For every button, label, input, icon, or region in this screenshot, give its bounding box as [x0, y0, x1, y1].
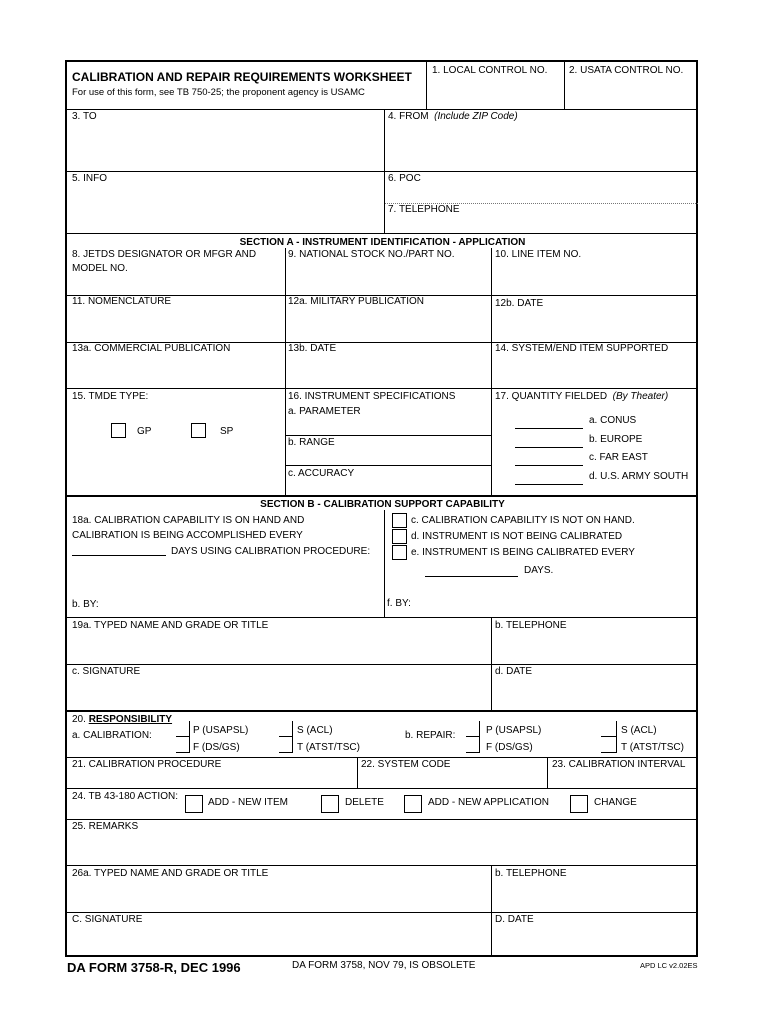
add-item-label: ADD - NEW ITEM	[208, 797, 288, 808]
rule	[357, 757, 358, 788]
rule	[67, 233, 698, 234]
accuracy-label: c. ACCURACY	[288, 468, 355, 479]
quantity-text: 17. QUANTITY FIELDED	[495, 391, 608, 402]
poc-label: 6. POC	[388, 173, 421, 184]
cal-t-label: T (ATST/TSC)	[297, 742, 360, 753]
e-days-field[interactable]	[425, 575, 518, 577]
cal-t-checkbox[interactable]	[279, 737, 293, 753]
to-label: 3. TO	[72, 111, 97, 122]
military-pub-label: 12a. MILITARY PUBLICATION	[288, 296, 424, 307]
telephone-19-label: b. TELEPHONE	[495, 620, 567, 631]
calibration-procedure-label: 21. CALIBRATION PROCEDURE	[72, 759, 222, 770]
version-note: APD LC v2.02ES	[640, 961, 698, 970]
rule	[67, 711, 698, 712]
europe-field[interactable]	[515, 446, 583, 448]
signature-26-label: C. SIGNATURE	[72, 914, 143, 925]
cal-f-checkbox[interactable]	[176, 737, 190, 753]
telephone-26-label: b. TELEPHONE	[495, 868, 567, 879]
rep-t-checkbox[interactable]	[601, 737, 617, 753]
days-procedure-label: DAYS USING CALIBRATION PROCEDURE:	[171, 546, 371, 557]
rule	[547, 757, 548, 788]
rep-t-label: T (ATST/TSC)	[621, 742, 684, 753]
rule	[286, 435, 491, 436]
conus-field[interactable]	[515, 427, 583, 429]
cal-p-checkbox[interactable]	[176, 721, 190, 737]
army-south-field[interactable]	[515, 483, 583, 485]
rep-s-checkbox[interactable]	[601, 721, 617, 737]
fareast-label: c. FAR EAST	[589, 452, 648, 463]
change-label: CHANGE	[594, 797, 637, 808]
nomenclature-label: 11. NOMENCLATURE	[72, 296, 172, 307]
rule	[67, 912, 698, 913]
not-on-hand-label: c. CALIBRATION CAPABILITY IS NOT ON HAND.	[411, 515, 635, 526]
nsn-label: 9. NATIONAL STOCK NO./PART NO.	[288, 249, 455, 260]
delete-checkbox[interactable]	[321, 795, 339, 813]
repair-resp-label: b. REPAIR:	[405, 730, 456, 741]
rule	[286, 465, 491, 466]
calibration-form	[65, 60, 698, 957]
cal-s-checkbox[interactable]	[279, 721, 293, 737]
rep-f-label: F (DS/GS)	[486, 742, 533, 753]
commercial-pub-label: 13a. COMMERCIAL PUBLICATION	[72, 343, 231, 354]
delete-label: DELETE	[345, 797, 384, 808]
sp-checkbox[interactable]	[191, 423, 206, 438]
section-b-title: SECTION B - CALIBRATION SUPPORT CAPABILITY	[260, 499, 505, 510]
info-label: 5. INFO	[72, 173, 108, 184]
form-subtitle: For use of this form, see TB 750-25; the proponent agency is USAMC	[72, 87, 365, 98]
rule	[384, 109, 385, 233]
form-title: CALIBRATION AND REPAIR REQUIREMENTS WORKSHEET	[72, 70, 412, 84]
responsibility-label	[72, 714, 172, 726]
rule	[491, 865, 492, 957]
military-pub-date-label: 12b. DATE	[495, 298, 544, 309]
commercial-pub-date-label: 13b. DATE	[288, 343, 337, 354]
instrument-specs-label: 16. INSTRUMENT SPECIFICATIONS	[288, 391, 456, 402]
army-south-label: d. U.S. ARMY SOUTH	[589, 471, 689, 482]
rep-p-label: P (USAPSL)	[486, 725, 542, 736]
rule	[67, 496, 698, 497]
remarks-label: 25. REMARKS	[72, 821, 139, 832]
tb-action-label: 24. TB 43-180 ACTION:	[72, 791, 178, 802]
range-label: b. RANGE	[288, 437, 335, 448]
gp-label: GP	[137, 426, 152, 437]
fareast-field[interactable]	[515, 464, 583, 466]
rule	[564, 62, 565, 109]
date-19-label: d. DATE	[495, 666, 533, 677]
europe-label: b. EUROPE	[589, 434, 643, 445]
calibrated-every-label: e. INSTRUMENT IS BEING CALIBRATED EVERY	[411, 547, 635, 558]
rule	[67, 819, 698, 820]
responsibility-text: RESPONSIBILITY	[88, 714, 173, 725]
from-note: (Include ZIP Code)	[434, 111, 518, 122]
gp-checkbox[interactable]	[111, 423, 126, 438]
not-calibrated-checkbox[interactable]	[392, 529, 407, 544]
not-calibrated-label: d. INSTRUMENT IS NOT BEING CALIBRATED	[411, 531, 623, 542]
obsolete-note: DA FORM 3758, NOV 79, IS OBSOLETE	[292, 960, 476, 971]
parameter-label: a. PARAMETER	[288, 406, 361, 417]
typed-name-26-label: 26a. TYPED NAME AND GRADE OR TITLE	[72, 868, 269, 879]
calibrated-every-checkbox[interactable]	[392, 545, 407, 560]
from-label	[388, 111, 518, 123]
days-field[interactable]	[72, 554, 166, 556]
rule	[491, 248, 492, 496]
cal-p-label: P (USAPSL)	[193, 725, 249, 736]
rule	[285, 248, 286, 496]
from-text: 4. FROM	[388, 111, 429, 122]
rule	[67, 757, 698, 758]
rule	[67, 664, 698, 665]
add-item-checkbox[interactable]	[185, 795, 203, 813]
f-by-label: f. BY:	[387, 598, 411, 609]
rule	[67, 865, 698, 866]
rule	[67, 388, 698, 389]
sp-label: SP	[220, 426, 234, 437]
calibration-resp-label: a. CALIBRATION:	[72, 730, 152, 741]
jetds-label: 8. JETDS DESIGNATOR OR MFGR AND	[72, 249, 257, 260]
change-checkbox[interactable]	[570, 795, 588, 813]
date-26-label: D. DATE	[495, 914, 534, 925]
capability-on-hand-label: 18a. CALIBRATION CAPABILITY IS ON HAND AND	[72, 515, 305, 526]
rule	[67, 109, 698, 110]
cal-s-label: S (ACL)	[297, 725, 333, 736]
responsibility-number: 20.	[72, 714, 89, 725]
rule	[67, 171, 698, 172]
not-on-hand-checkbox[interactable]	[392, 513, 407, 528]
calibration-interval-label: 23. CALIBRATION INTERVAL	[552, 759, 686, 770]
e-days-label: DAYS.	[524, 565, 554, 576]
quantity-note: (By Theater)	[612, 391, 669, 402]
calibration-every-label: CALIBRATION IS BEING ACCOMPLISHED EVERY	[72, 530, 303, 541]
cal-f-label: F (DS/GS)	[193, 742, 240, 753]
usata-control-label: 2. USATA CONTROL NO.	[569, 65, 684, 76]
add-application-label: ADD - NEW APPLICATION	[428, 797, 549, 808]
conus-label: a. CONUS	[589, 415, 637, 426]
model-label: MODEL NO.	[72, 263, 128, 274]
rule	[491, 617, 492, 710]
typed-name-19-label: 19a. TYPED NAME AND GRADE OR TITLE	[72, 620, 269, 631]
rule	[426, 62, 427, 109]
rule	[67, 617, 698, 618]
quantity-fielded-label	[495, 391, 668, 403]
rule	[67, 788, 698, 789]
line-item-label: 10. LINE ITEM NO.	[495, 249, 582, 260]
system-end-item-label: 14. SYSTEM/END ITEM SUPPORTED	[495, 343, 669, 354]
form-number: DA FORM 3758-R, DEC 1996	[67, 960, 241, 975]
system-code-label: 22. SYSTEM CODE	[361, 759, 451, 770]
rep-s-label: S (ACL)	[621, 725, 657, 736]
signature-19-label: c. SIGNATURE	[72, 666, 141, 677]
local-control-label: 1. LOCAL CONTROL NO.	[432, 65, 548, 76]
add-application-checkbox[interactable]	[404, 795, 422, 813]
rep-f-checkbox[interactable]	[466, 737, 480, 753]
section-a-title: SECTION A - INSTRUMENT IDENTIFICATION - APPLICATION	[239, 237, 526, 248]
rep-p-checkbox[interactable]	[466, 721, 480, 737]
tmde-type-label: 15. TMDE TYPE:	[72, 391, 149, 402]
telephone-label: 7. TELEPHONE	[388, 204, 460, 215]
b-by-label: b. BY:	[72, 599, 99, 610]
rule	[384, 510, 385, 617]
